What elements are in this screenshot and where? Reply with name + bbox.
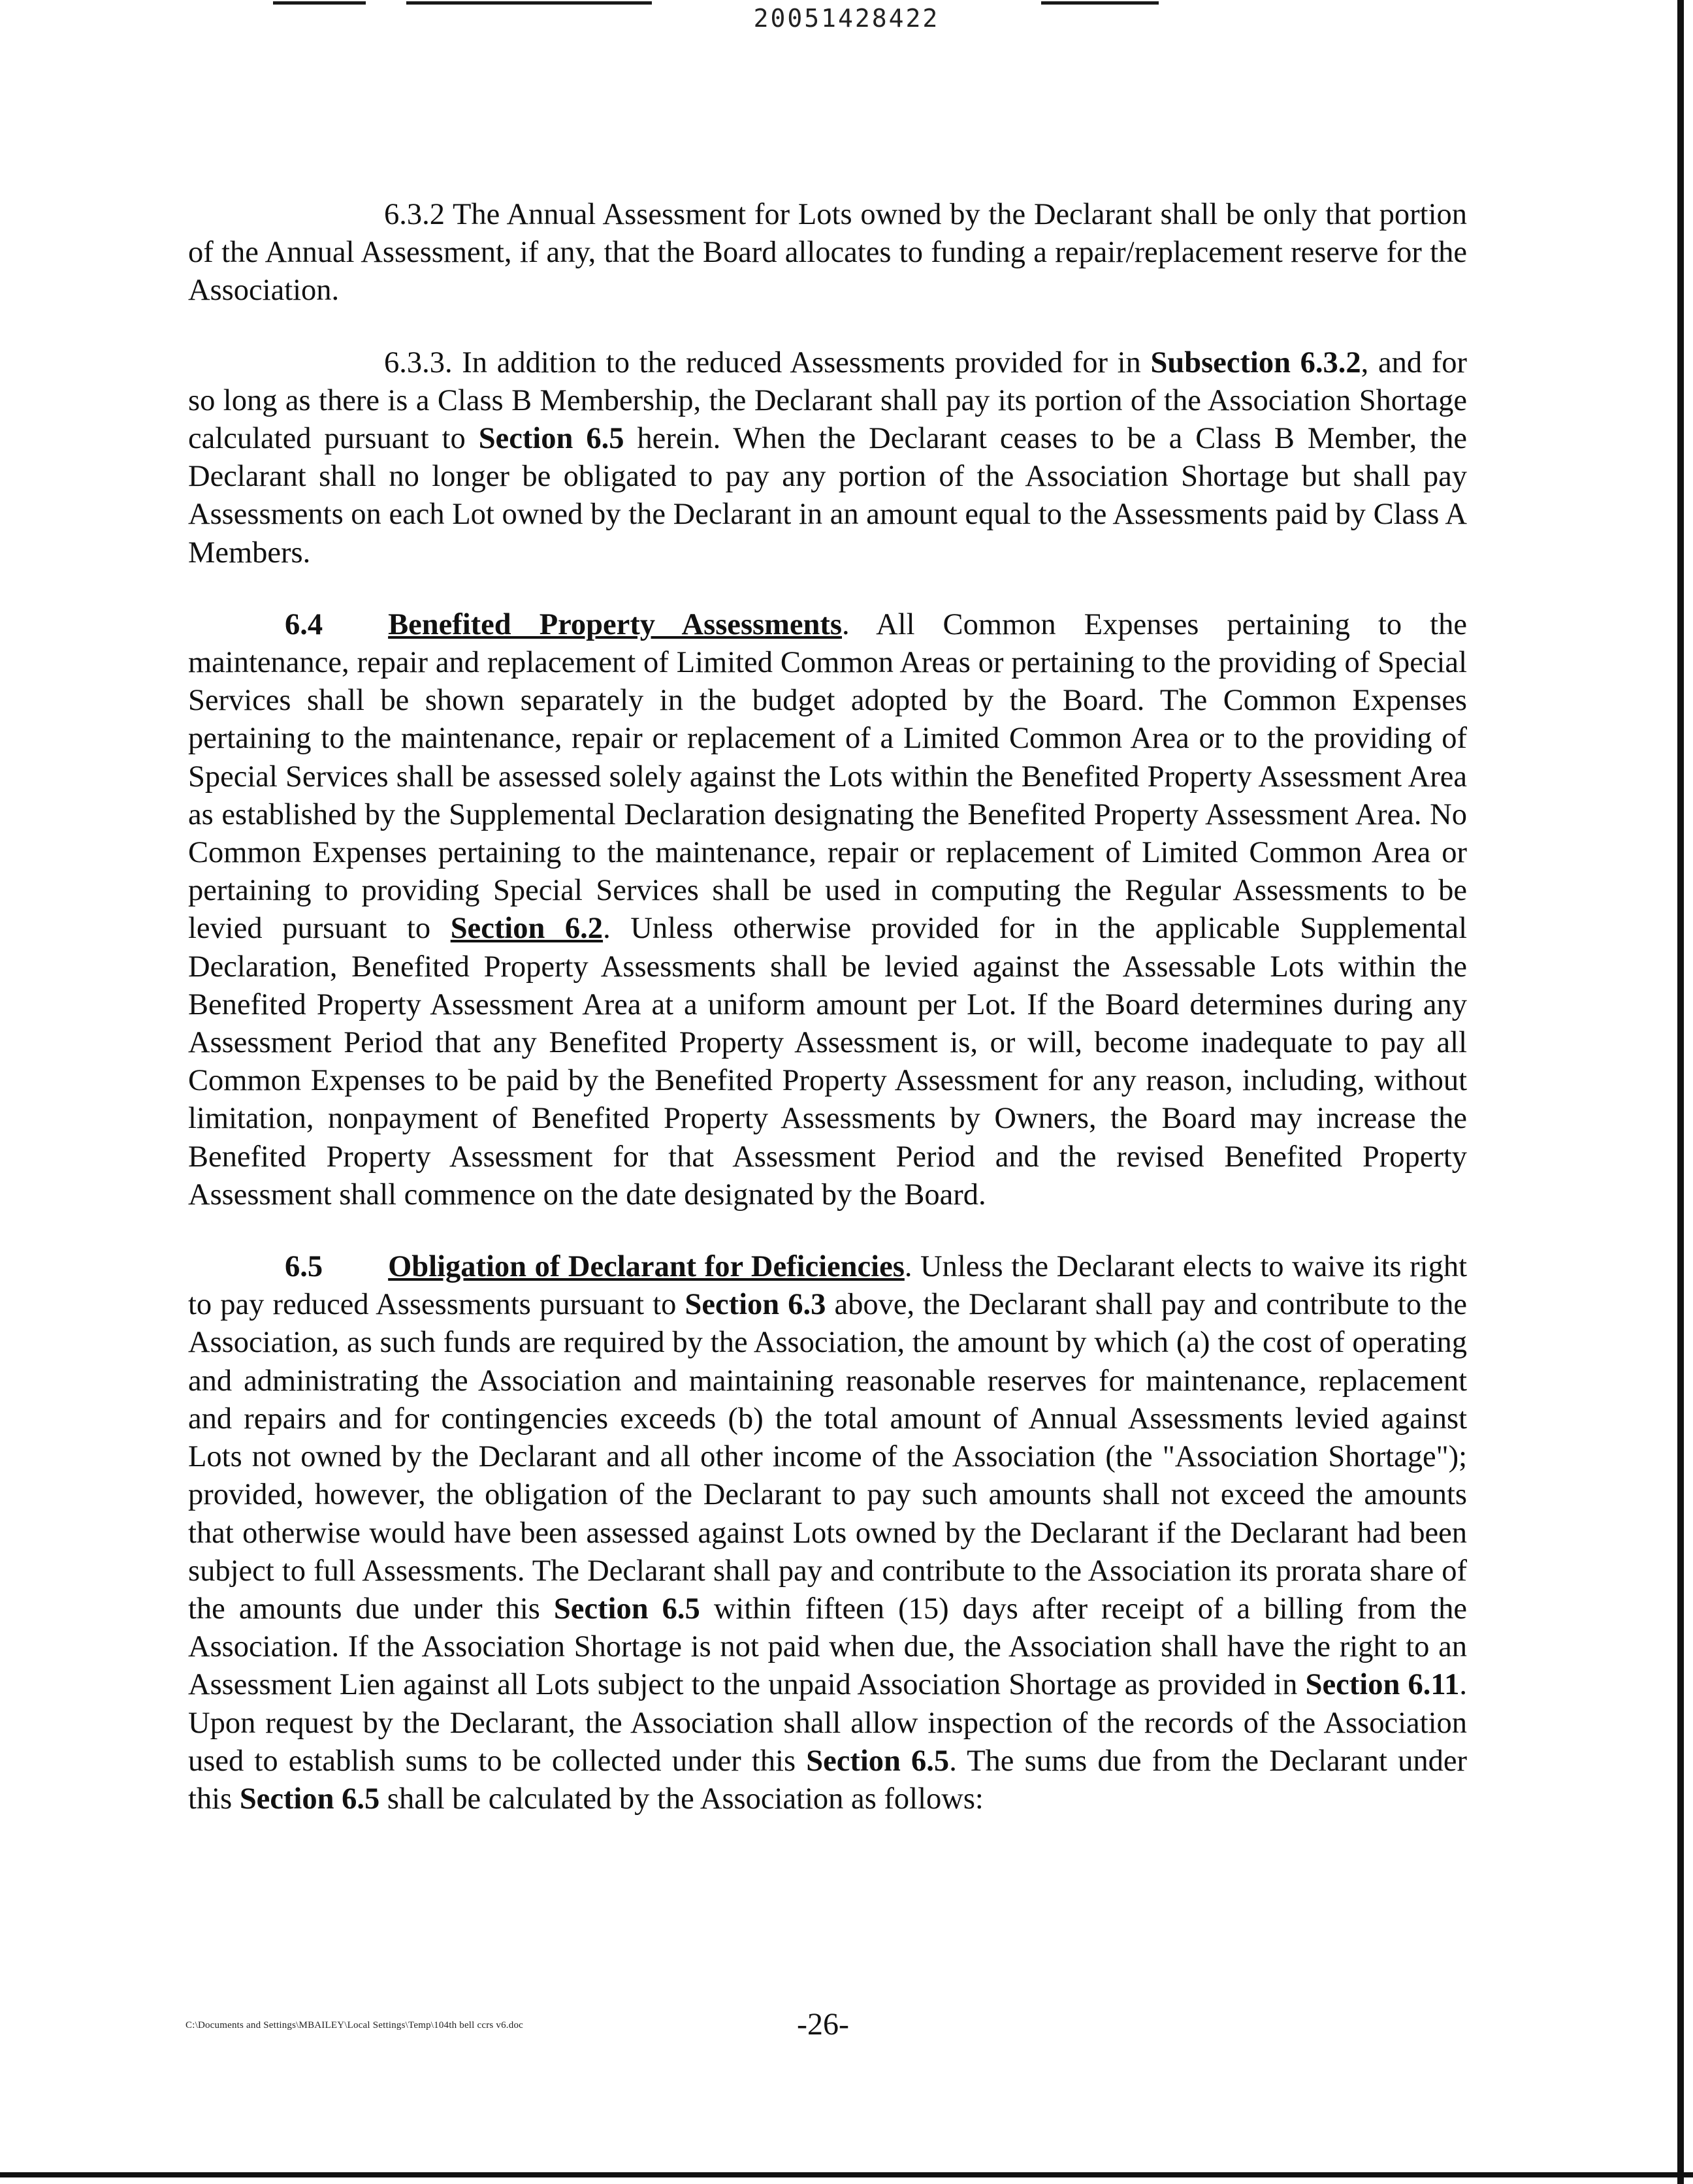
paragraph-6-3-2-text: 6.3.2 The Annual Assessment for Lots owned by the Declarant shall be only that portion of the Annual Assessment, if any, that the Board allocates to funding a repair/replacement reserve for the Association. — [188, 198, 1467, 308]
footer-page-number: -26- — [797, 2007, 849, 2042]
scan-artifact-bottom-edge — [0, 2172, 1693, 2177]
paragraph-text: . Upon request by the Declarant, the Association shall allow inspection of the records of the Association used to establish sums to be collected under this — [188, 1668, 1467, 1778]
section-heading: Benefited Property Assessments — [388, 607, 842, 641]
document-number: 20051428422 — [753, 4, 940, 33]
paragraph-text: within fifteen (15) days after receipt of a billing from the Association. If the Association Shortage is not paid when due, the Association shall have the right to an Assessment Lien against all Lots subject to the unpaid Association Shortage as provided in — [188, 1592, 1467, 1702]
section-reference: Section 6.5 — [478, 422, 624, 456]
document-body — [188, 196, 1467, 1852]
section-reference: Section 6.3 — [685, 1288, 826, 1322]
paragraph-text: herein. When the Declarant ceases to be a Class B Member, the Declarant shall no longer be obligated to pay any portion of the Association Shortage but shall pay Assessments on each Lot owned by the Declarant in an amount equal to the Assessments paid by Class A Members. — [188, 422, 1467, 570]
section-reference: Section 6.11 — [1305, 1668, 1460, 1702]
section-number: 6.4 — [285, 607, 323, 641]
paragraph-text: 6.3.3. In addition to the reduced Assessments provided for in — [384, 345, 1151, 379]
section-6-4 — [188, 606, 1467, 1214]
section-reference: Section 6.5 — [553, 1592, 700, 1626]
section-reference: Subsection 6.3.2 — [1150, 345, 1361, 379]
paragraph-6-3-3 — [188, 344, 1467, 572]
paragraph-text: shall be calculated by the Association as follows: — [379, 1782, 984, 1816]
paragraph-text: above, the Declarant shall pay and contribute to the Association, as such funds are required by the Association, the amount by which (a) the cost of operating and administrating the Association and maintaining reasonable reserves for maintenance, replacement and repairs and for contingencies exceeds (b) the total amount of Annual Assessments levied against Lots not owned by the Declarant and all other income of the Association (the "Association Shortage"); provided, however, the obligation of the Declarant to pay such amounts shall not exceed the amounts that otherwise would have been assessed against Lots owned by the Declarant if the Declarant had been subject to full Assessments. The Declarant shall pay and contribute to the Association its prorata share of the amounts due under this — [188, 1288, 1467, 1626]
scan-artifact-right-edge — [1677, 0, 1684, 2184]
paragraph-text: . All Common Expenses pertaining to the maintenance, repair and replacement of Limited Common Areas or pertaining to the providing of Special Services shall be shown separately in the budget adopted by the Board. The Common Expenses pertaining to the maintenance, repair or replacement of a Limited Common Area or to the providing of Special Services shall be assessed solely against the Lots within the Benefited Property Assessment Area as established by the Supplemental Declaration designating the Benefited Property Assessment Area. No Common Expenses pertaining to the maintenance, repair or replacement of Limited Common Area or pertaining to providing Special Services shall be used in computing the Regular Assessments to be levied pursuant to — [188, 607, 1467, 946]
paragraph-text: , and for so long as there is a Class B Membership, the Declarant shall pay its portion of the Association Shortage calculated pursuant to — [188, 345, 1467, 456]
paragraph-text: . Unless the Declarant elects to waive its right to pay reduced Assessments pursuant to — [188, 1250, 1468, 1322]
footer-file-path: C:\Documents and Settings\MBAILEY\Local Settings\Temp\104th bell ccrs v6.doc — [185, 2020, 523, 2031]
paragraph-6-3-2 — [188, 196, 1467, 310]
section-reference: Section 6.2 — [450, 912, 604, 946]
section-heading: Obligation of Declarant for Deficiencies — [388, 1250, 905, 1284]
section-reference: Section 6.5 — [806, 1744, 950, 1778]
paragraph-text: . Unless otherwise provided for in the applicable Supplemental Declaration, Benefited Property Assessments shall be levied against the Assessable Lots within the Benefited Property Assessment Area at a uniform amount per Lot. If the Board determines during any Assessment Period that any Benefited Property Assessment is, or will, become inadequate to pay all Common Expenses to be paid by the Benefited Property Assessment for any reason, including, without limitation, nonpayment of Benefited Property Assessments by Owners, the Board may increase the Benefited Property Assessment for that Assessment Period and the revised Benefited Property Assessment shall commence on the date designated by the Board. — [188, 912, 1467, 1212]
section-number: 6.5 — [285, 1250, 323, 1284]
paragraph-text: . The sums due from the Declarant under this — [188, 1744, 1468, 1816]
section-reference: Section 6.5 — [239, 1782, 380, 1816]
section-6-5 — [188, 1248, 1467, 1818]
